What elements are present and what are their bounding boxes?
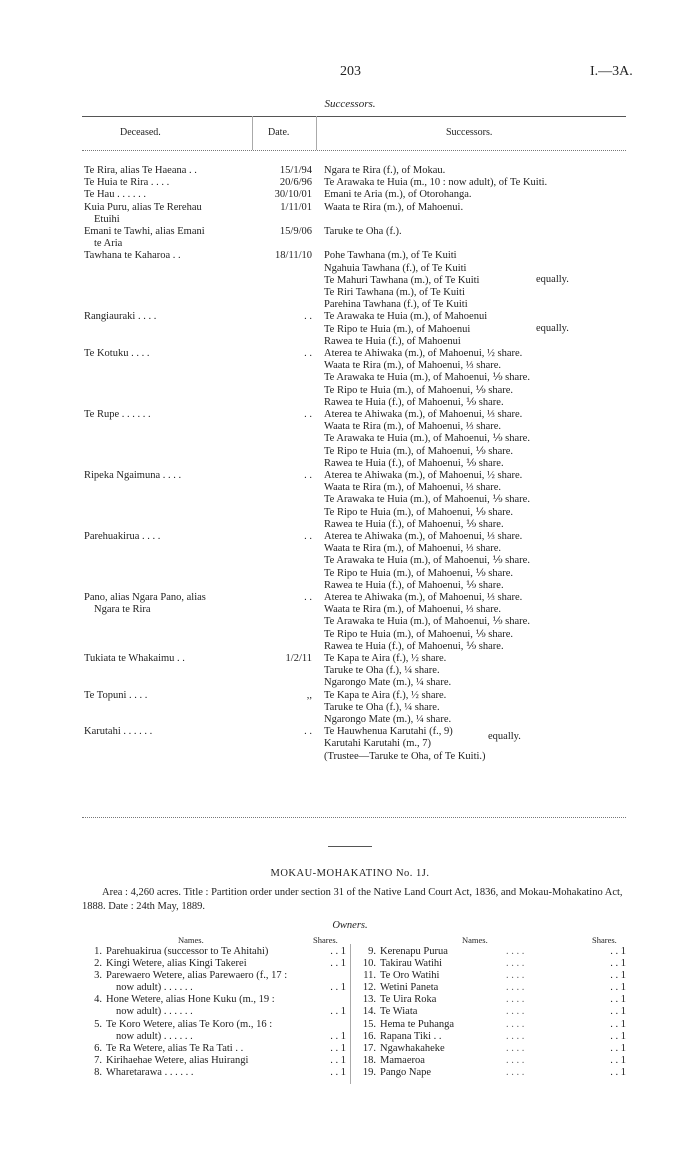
owners-shares-header-right: Shares. [592,935,617,945]
owner-name [358,1043,445,1055]
owner-row [358,1067,626,1079]
owner-name [358,1055,425,1067]
owner-number: 17. [362,1042,376,1054]
deceased-name: Te Hau . . . . . . [84,189,146,201]
owner-name-text: now adult) . . . . . . [116,982,193,994]
owners-names-header-right: Names. [462,935,488,945]
owner-name-text: now adult) . . . . . . [116,1006,193,1018]
owner-name-text: Takirau Watihi [380,958,443,970]
owner-name-text: Kirihaehae Wetere, alias Huirangi [106,1054,249,1066]
leader-dots: . . . . [506,994,525,1006]
successor-entry: Aterea te Ahiwaka (m.), of Mahoenui, ⅓ share. [324,409,523,420]
owner-name-text: Te Wiata [380,1006,418,1018]
successors-cell [324,592,530,653]
owner-row [358,994,626,1006]
column-divider [316,116,317,150]
owner-row [358,1006,626,1018]
owner-share: . . 1 [330,1030,346,1042]
owner-name [84,1031,193,1043]
owner-row [84,958,346,970]
owner-number: 14. [362,1006,376,1018]
owner-name [358,958,442,970]
date-cell: 15/1/94 [279,165,312,176]
owner-row [84,1019,346,1031]
owner-number: 6. [94,1042,102,1054]
successors-cell [324,177,547,189]
owner-number: 2. [94,958,102,970]
owner-share: . . 1 [610,1042,626,1054]
successor-entry: Te Mahuri Tawhana (m.), of Te Kuiti [324,274,480,286]
deceased-name: Emani te Tawhi, alias Emani [84,226,205,237]
successors-cell [324,470,530,531]
successor-entry: Rawea te Huia (f.), of Mahoenui, ⅑ share. [324,518,504,530]
owners-names-header-left: Names. [178,935,204,945]
date-cell: 1/11/01 [280,201,312,213]
successors-cell [324,202,463,214]
owner-share: . . 1 [330,982,346,994]
owner-name [358,1031,442,1043]
successor-entry: Taruke te Oha (f.), ¼ share. [324,665,440,677]
deceased-name: Rangiauraki . . . . [84,311,157,323]
deceased-name: Parehuakirua . . . . [84,531,161,542]
owner-name [84,970,287,982]
owner-name-text: Hema te Puhanga [380,1018,455,1030]
owners-list-left [84,946,346,1079]
owner-name [84,946,268,958]
owner-name-text: Parewaero Wetere, alias Parewaero (f., 17 : [106,970,288,982]
owner-name-text: Te Oro Watihi [380,970,440,982]
owner-name [84,1067,193,1079]
owner-name [84,1043,243,1055]
deceased-name: Karutahi . . . . . . [84,726,153,738]
deceased-name: Tawhana te Kaharoa . . [84,250,181,262]
successor-entry: Te Ripo te Huia (m.), of Mahoenui, ⅑ share. [324,567,514,579]
equally-note: equally. [536,322,569,334]
owner-row [84,1031,346,1043]
owner-row [84,970,346,982]
successor-entry: Te Hauwhenua Karutahi (f., 9) [324,726,453,738]
owner-number: 7. [94,1054,102,1066]
successors-cell [324,165,445,177]
date-cell: 30/10/01 [274,189,312,201]
owners-title: Owners. [332,920,368,931]
successor-entry: Te Ripo te Huia (m.), of Mahoenui [324,323,471,335]
owner-row [358,1055,626,1067]
equally-note: equally. [488,731,521,743]
leader-dots: . . . . [506,1030,525,1042]
owner-name [358,946,448,958]
owner-row [358,946,626,958]
owner-number: 16. [362,1030,376,1042]
successor-entry: Te Arawaka te Huia (m.), of Mahoenui, ⅑ share. [324,494,530,506]
successor-entry: Waata te Rira (m.), of Mahoenui, ⅓ share. [324,482,502,494]
date-cell: . . [304,592,312,603]
owners-list-right [358,946,626,1079]
successor-entry: Te Riri Tawhana (m.), of Te Kuiti [324,286,465,298]
date-cell: ,, [306,689,312,701]
successors-cell [324,653,451,690]
owner-number: 19. [362,1066,376,1078]
owner-share: . . 1 [330,1054,346,1066]
owner-row [358,970,626,982]
successor-entry: Te Arawaka te Huia (m.), of Mahoenui, ⅑ share. [324,372,530,384]
leader-dots: . . . . [506,946,525,957]
owner-name-text: Rapana Tiki . . [380,1030,442,1042]
successor-entry: Rawea te Huia (f.), of Mahoenui [324,335,461,347]
successors-cell [324,531,530,592]
equally-note: equally. [536,273,569,285]
successors-cell [324,250,479,311]
header-deceased: Deceased. [120,127,161,138]
owner-row [84,946,346,958]
successor-entry: Te Ripo te Huia (m.), of Mahoenui, ⅑ share. [324,506,514,518]
date-cell: 20/6/96 [279,177,312,189]
owner-number: 9. [368,946,376,957]
successor-entry: Rawea te Huia (f.), of Mahoenui, ⅑ share. [324,640,504,652]
leader-dots: . . . . [506,1054,525,1066]
successors-cell [324,226,402,238]
successor-entry: Te Arawaka te Huia (m.), of Mahoenui [324,311,488,323]
owner-row [84,1043,346,1055]
leader-dots: . . . . [506,982,525,994]
owner-share: . . 1 [610,1066,626,1078]
deceased-name: Te Rira, alias Te Haeana . . [84,165,197,176]
owner-name-text: Te Uira Roka [380,994,437,1006]
owner-name [84,1055,248,1067]
owner-number: 3. [94,970,102,982]
successor-entry: Aterea te Ahiwaka (m.), of Mahoenui, ⅓ share. [324,592,523,603]
successor-entry: Emani te Aria (m.), of Otorohanga. [324,189,472,201]
successor-entry: Ngara te Rira (f.), of Mokau. [324,165,446,176]
owner-name [358,982,438,994]
successor-entry: Karutahi Karutahi (m., 7) [324,738,432,750]
owner-number: 8. [94,1066,102,1078]
owner-row [358,1043,626,1055]
successors-cell [324,409,530,470]
date-cell: . . [304,726,312,738]
owner-number: 4. [94,994,102,1006]
successor-entry: Taruke te Oha (f.), ¼ share. [324,701,440,713]
owner-row [358,958,626,970]
successors-cell [324,348,530,409]
successor-entry: Ngarongo Mate (m.), ¼ share. [324,677,452,689]
owner-number: 12. [362,982,376,994]
owner-share: . . 1 [610,1006,626,1018]
successor-entry: Waata te Rira (m.), of Mahoenui, ⅓ share. [324,421,502,433]
deceased-name-cont: Ngara te Rira [94,604,151,616]
owner-number: 5. [94,1018,102,1030]
successor-entry: Te Ripo te Huia (m.), of Mahoenui, ⅑ share. [324,384,514,396]
owner-row [358,1019,626,1031]
date-cell: 18/11/10 [275,250,312,262]
owner-row [84,1055,346,1067]
owner-name [358,1019,454,1031]
owner-number: 1. [94,946,102,957]
owner-name-text: Wharetarawa . . . . . . [106,1066,194,1078]
leader-dots: . . . . [506,1066,525,1078]
owner-name-text: Kingi Wetere, alias Kingi Takerei [106,958,247,970]
header-successors: Successors. [446,127,493,138]
section-divider [328,846,372,847]
table-top-rule [82,116,626,117]
successors-cell [324,189,472,201]
successor-entry: Aterea te Ahiwaka (m.), of Mahoenui, ½ share. [324,348,523,359]
owner-share: . . 1 [610,994,626,1006]
owner-name [84,1006,193,1018]
owner-name [358,994,436,1006]
owner-name [84,982,193,994]
successor-entry: Ngahuia Tawhana (f.), of Te Kuiti [324,262,467,274]
successor-entry: Ngarongo Mate (m.), ¼ share. [324,713,452,725]
successor-entry: Aterea te Ahiwaka (m.), of Mahoenui, ⅓ share. [324,531,523,542]
owner-share: . . 1 [330,1042,346,1054]
owner-name [358,970,439,982]
owner-number: 18. [362,1054,376,1066]
date-cell: . . [304,348,312,359]
successor-entry: Waata te Rira (m.), of Mahoenui, ⅓ share. [324,543,502,555]
header-date: Date. [268,127,290,138]
deceased-name: Ripeka Ngaimuna . . . . [84,470,182,481]
leader-dots: . . . . [506,1042,525,1054]
owner-name-text: Hone Wetere, alias Hone Kuku (m., 19 : [106,994,275,1006]
owner-number: 11. [363,970,376,982]
successor-entry: Waata te Rira (m.), of Mahoenui. [324,201,464,213]
owner-name [84,994,275,1006]
area-statement: Area : 4,260 acres. Title : Partition order under section 31 of the Native Land Court Act, 1836, and Mokau-Mohakatino Act, 1888. Date : 24th May, 1889. [82,887,623,912]
owner-share: . . 1 [610,970,626,982]
owner-row [84,982,346,994]
leader-dots: . . . . [506,958,525,970]
date-cell: . . [304,311,312,323]
table-bottom-rule [82,817,626,818]
owner-share: . . 1 [610,1030,626,1042]
successors-cell [324,690,451,727]
owner-name [84,958,247,970]
owner-name-text: Te Ra Wetere, alias Te Ra Tati . . [106,1042,244,1054]
column-divider [252,116,253,150]
leader-dots: . . . . [506,970,525,982]
owner-number: 10. [362,958,376,970]
date-cell: 15/9/06 [279,226,312,237]
document-reference: I.—3A. [590,64,633,79]
successor-entry: Rawea te Huia (f.), of Mahoenui, ⅑ share. [324,579,504,591]
successor-entry: Pohe Tawhana (m.), of Te Kuiti [324,250,457,262]
leader-dots: . . . . [506,1006,525,1018]
owners-column-divider [350,944,351,1084]
owner-name-text: now adult) . . . . . . [116,1030,193,1042]
successor-entry: Te Arawaka te Huia (m., 10 : now adult), of Te Kuiti. [324,177,548,189]
successor-entry: Taruke te Oha (f.). [324,226,402,237]
successor-entry: Te Kapa te Aira (f.), ½ share. [324,653,447,664]
deceased-name: Te Huia te Rira . . . . [84,177,170,189]
owner-share: . . 1 [610,982,626,994]
successor-entry: Te Ripo te Huia (m.), of Mahoenui, ⅑ share. [324,628,514,640]
owner-name-text: Te Koro Wetere, alias Te Koro (m., 16 : [106,1018,273,1030]
date-cell: . . [304,409,312,420]
table-header-rule [82,150,626,151]
owner-name-text: Ngawhakaheke [380,1042,445,1054]
owner-name-text: Mamaeroa [380,1054,425,1066]
successor-entry: Rawea te Huia (f.), of Mahoenui, ⅑ share. [324,457,504,469]
owner-name-text: Wetini Paneta [380,982,439,994]
deceased-name: Pano, alias Ngara Pano, alias [84,592,206,603]
owner-share: . . 1 [330,946,346,957]
successor-entry: Te Ripo te Huia (m.), of Mahoenui, ⅑ share. [324,445,514,457]
successors-cell [324,311,487,348]
deceased-name: Te Topuni . . . . [84,689,148,701]
owner-name [358,1067,431,1079]
owner-row [84,1006,346,1018]
owner-row [358,982,626,994]
deceased-name-cont: Etuihi [94,213,120,225]
successor-entry: Parehina Tawhana (f.), of Te Kuiti [324,299,468,311]
successor-entry: Rawea te Huia (f.), of Mahoenui, ⅑ share. [324,396,504,408]
successor-entry: Aterea te Ahiwaka (m.), of Mahoenui, ½ share. [324,470,523,481]
owner-row [84,1067,346,1079]
successor-entry: Waata te Rira (m.), of Mahoenui, ⅓ share. [324,360,502,372]
owner-share: . . 1 [330,958,346,970]
page-number: 203 [340,64,361,79]
deceased-name-cont: te Aria [94,238,123,250]
successor-entry: Te Arawaka te Huia (m.), of Mahoenui, ⅑ share. [324,555,530,567]
owner-number: 13. [362,994,376,1006]
deceased-name: Te Rupe . . . . . . [84,409,151,420]
successors-cell [324,726,486,763]
successor-entry: (Trustee—Taruke te Oha, of Te Kuiti.) [324,750,486,762]
date-cell: . . [304,470,312,481]
owner-share: . . 1 [610,946,626,957]
owner-name [358,1006,417,1018]
owner-share: . . 1 [330,1066,346,1078]
owner-name-text: Kerenapu Purua [380,946,448,957]
owner-share: . . 1 [610,1054,626,1066]
successor-entry: Te Arawaka te Huia (m.), of Mahoenui, ⅑ share. [324,433,530,445]
deceased-name: Te Kotuku . . . . [84,348,150,359]
owner-name [84,1019,272,1031]
owner-share: . . 1 [610,1018,626,1030]
owner-share: . . 1 [610,958,626,970]
successor-entry: Te Kapa te Aira (f.), ½ share. [324,689,447,701]
date-cell: . . [304,531,312,542]
owners-shares-header-left: Shares. [313,935,338,945]
owner-row [358,1031,626,1043]
deceased-name: Kuia Puru, alias Te Rerehau [84,201,202,213]
section-title-successors: Successors. [324,98,376,110]
deceased-name: Tukiata te Whakaimu . . [84,653,185,664]
leader-dots: . . . . [506,1018,525,1030]
successor-entry: Waata te Rira (m.), of Mahoenui, ⅓ share. [324,604,502,616]
successor-entry: Te Arawaka te Huia (m.), of Mahoenui, ⅑ share. [324,616,530,628]
owner-row [84,994,346,1006]
section-title-mokau: MOKAU-MOHAKATINO No. 1J. [270,868,430,879]
owner-number: 15. [362,1018,376,1030]
owner-name-text: Pango Nape [380,1066,432,1078]
owner-name-text: Parehuakirua (successor to Te Ahitahi) [106,946,269,957]
date-cell: 1/2/11 [285,653,312,664]
owner-share: . . 1 [330,1006,346,1018]
